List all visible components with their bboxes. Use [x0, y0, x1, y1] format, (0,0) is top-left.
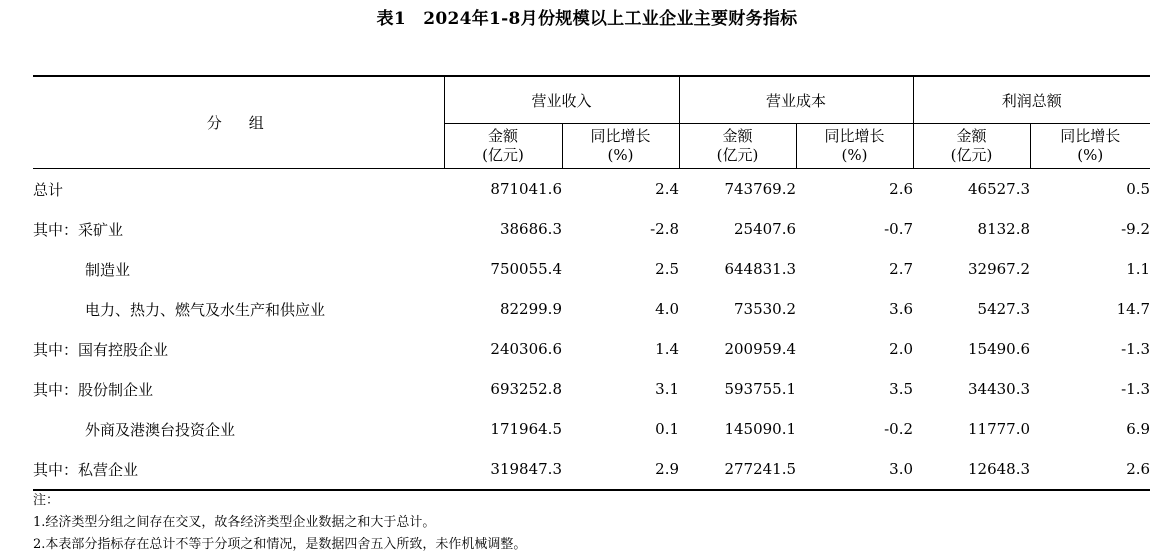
profit-growth: -1.3	[1121, 340, 1151, 358]
subheader-growth-unit: (%)	[841, 146, 868, 164]
subheader-growth-label: 同比增长	[824, 127, 885, 145]
subheader-growth	[1030, 124, 1150, 169]
column-group-profit: 利润总额	[913, 76, 1150, 124]
cost-amount: 277241.5	[679, 449, 796, 490]
cost-amount: 25407.6	[733, 220, 797, 238]
revenue-amount: 319847.3	[444, 449, 562, 490]
row-label: 其中：股份制企业	[33, 380, 154, 399]
profit-growth: -1.3	[1121, 380, 1151, 398]
row-label: 其中：采矿业	[33, 220, 124, 239]
revenue-growth: 1.4	[655, 340, 680, 358]
profit-growth: -9.2	[1121, 220, 1151, 238]
notes-heading: 注：	[33, 493, 60, 508]
table-row	[33, 289, 1150, 329]
row-label: 电力、热力、燃气及水生产和供应业	[85, 300, 326, 319]
revenue-amount: 693252.8	[490, 380, 562, 398]
table-row	[33, 409, 1150, 449]
profit-growth: 2.6	[1030, 449, 1150, 490]
row-label: 总计	[33, 180, 64, 199]
revenue-growth: -2.8	[650, 220, 680, 238]
cost-growth: 3.6	[889, 300, 914, 318]
table-row	[33, 209, 1150, 249]
profit-growth: 6.9	[1126, 420, 1151, 438]
note-item: 2.本表部分指标存在总计不等于分项之和情况，是数据四舍五入所致，未作机械调整。	[33, 537, 527, 552]
row-label: 外商及港澳台投资企业	[85, 420, 236, 439]
revenue-growth: 3.1	[655, 380, 680, 398]
subheader-amount	[913, 124, 1030, 169]
revenue-growth: 4.0	[655, 300, 680, 318]
revenue-amount: 82299.9	[499, 300, 562, 318]
column-group-revenue: 营业收入	[444, 76, 679, 124]
revenue-amount: 871041.6	[490, 180, 562, 198]
revenue-growth: 2.4	[655, 180, 680, 198]
cost-growth: 3.5	[889, 380, 914, 398]
subheader-growth	[796, 124, 913, 169]
table-row	[33, 169, 1150, 210]
cost-growth: 2.6	[889, 180, 914, 198]
subheader-growth-label: 同比增长	[1060, 127, 1121, 145]
revenue-amount: 750055.4	[490, 260, 562, 278]
revenue-amount: 171964.5	[490, 420, 562, 438]
revenue-amount: 38686.3	[499, 220, 562, 238]
group-column-header: 分 组	[33, 76, 444, 169]
cost-growth: 2.7	[889, 260, 914, 278]
profit-amount: 46527.3	[968, 180, 1031, 198]
revenue-growth: 2.5	[655, 260, 680, 278]
column-group-cost: 营业成本	[679, 76, 913, 124]
cost-amount: 593755.1	[724, 380, 797, 398]
profit-amount: 34430.3	[968, 380, 1031, 398]
cost-growth: 3.0	[796, 449, 913, 490]
cost-amount: 743769.2	[724, 180, 797, 198]
subheader-growth-unit: (%)	[1077, 146, 1104, 164]
row-label: 制造业	[85, 260, 131, 279]
profit-amount: 12648.3	[913, 449, 1030, 490]
subheader-growth-unit: (%)	[607, 146, 634, 164]
subheader-amount	[679, 124, 796, 169]
subheader-amount-unit: (亿元)	[482, 146, 524, 164]
note-item: 1.经济类型分组之间存在交叉，故各经济类型企业数据之和大于总计。	[33, 515, 436, 530]
revenue-growth: 2.9	[562, 449, 679, 490]
cost-growth: 2.0	[889, 340, 914, 358]
table-title: 表1 2024年1-8月份规模以上工业企业主要财务指标	[376, 9, 798, 29]
subheader-amount-unit: (亿元)	[716, 146, 759, 164]
subheader-amount	[444, 124, 562, 169]
subheader-amount-label: 金额	[722, 127, 753, 145]
table-row	[33, 249, 1150, 289]
table-row	[33, 369, 1150, 409]
profit-amount: 5427.3	[977, 300, 1031, 318]
row-label: 其中：国有控股企业	[33, 340, 169, 359]
row-label: 其中：私营企业	[33, 449, 444, 490]
cost-growth: -0.2	[884, 420, 914, 438]
table-row	[33, 449, 1150, 490]
profit-amount: 8132.8	[977, 220, 1031, 238]
subheader-amount-unit: (亿元)	[950, 146, 993, 164]
subheader-growth-label: 同比增长	[590, 127, 651, 145]
cost-amount: 644831.3	[724, 260, 797, 278]
table-notes	[33, 490, 526, 556]
revenue-amount: 240306.6	[490, 340, 562, 358]
cost-growth: -0.7	[884, 220, 914, 238]
profit-amount: 32967.2	[968, 260, 1031, 278]
subheader-amount-label: 金额	[956, 127, 987, 145]
subheader-amount-label: 金额	[487, 127, 518, 145]
profit-amount: 15490.6	[968, 340, 1031, 358]
financial-indicators-table	[33, 75, 1150, 491]
cost-amount: 145090.1	[724, 420, 797, 438]
revenue-growth: 0.1	[655, 420, 680, 438]
table-row	[33, 329, 1150, 369]
cost-amount: 200959.4	[724, 340, 797, 358]
profit-growth: 14.7	[1116, 300, 1151, 318]
profit-growth: 0.5	[1126, 180, 1151, 198]
cost-amount: 73530.2	[733, 300, 797, 318]
profit-amount: 11777.0	[968, 420, 1031, 438]
subheader-growth	[562, 124, 679, 169]
profit-growth: 1.1	[1126, 260, 1151, 278]
